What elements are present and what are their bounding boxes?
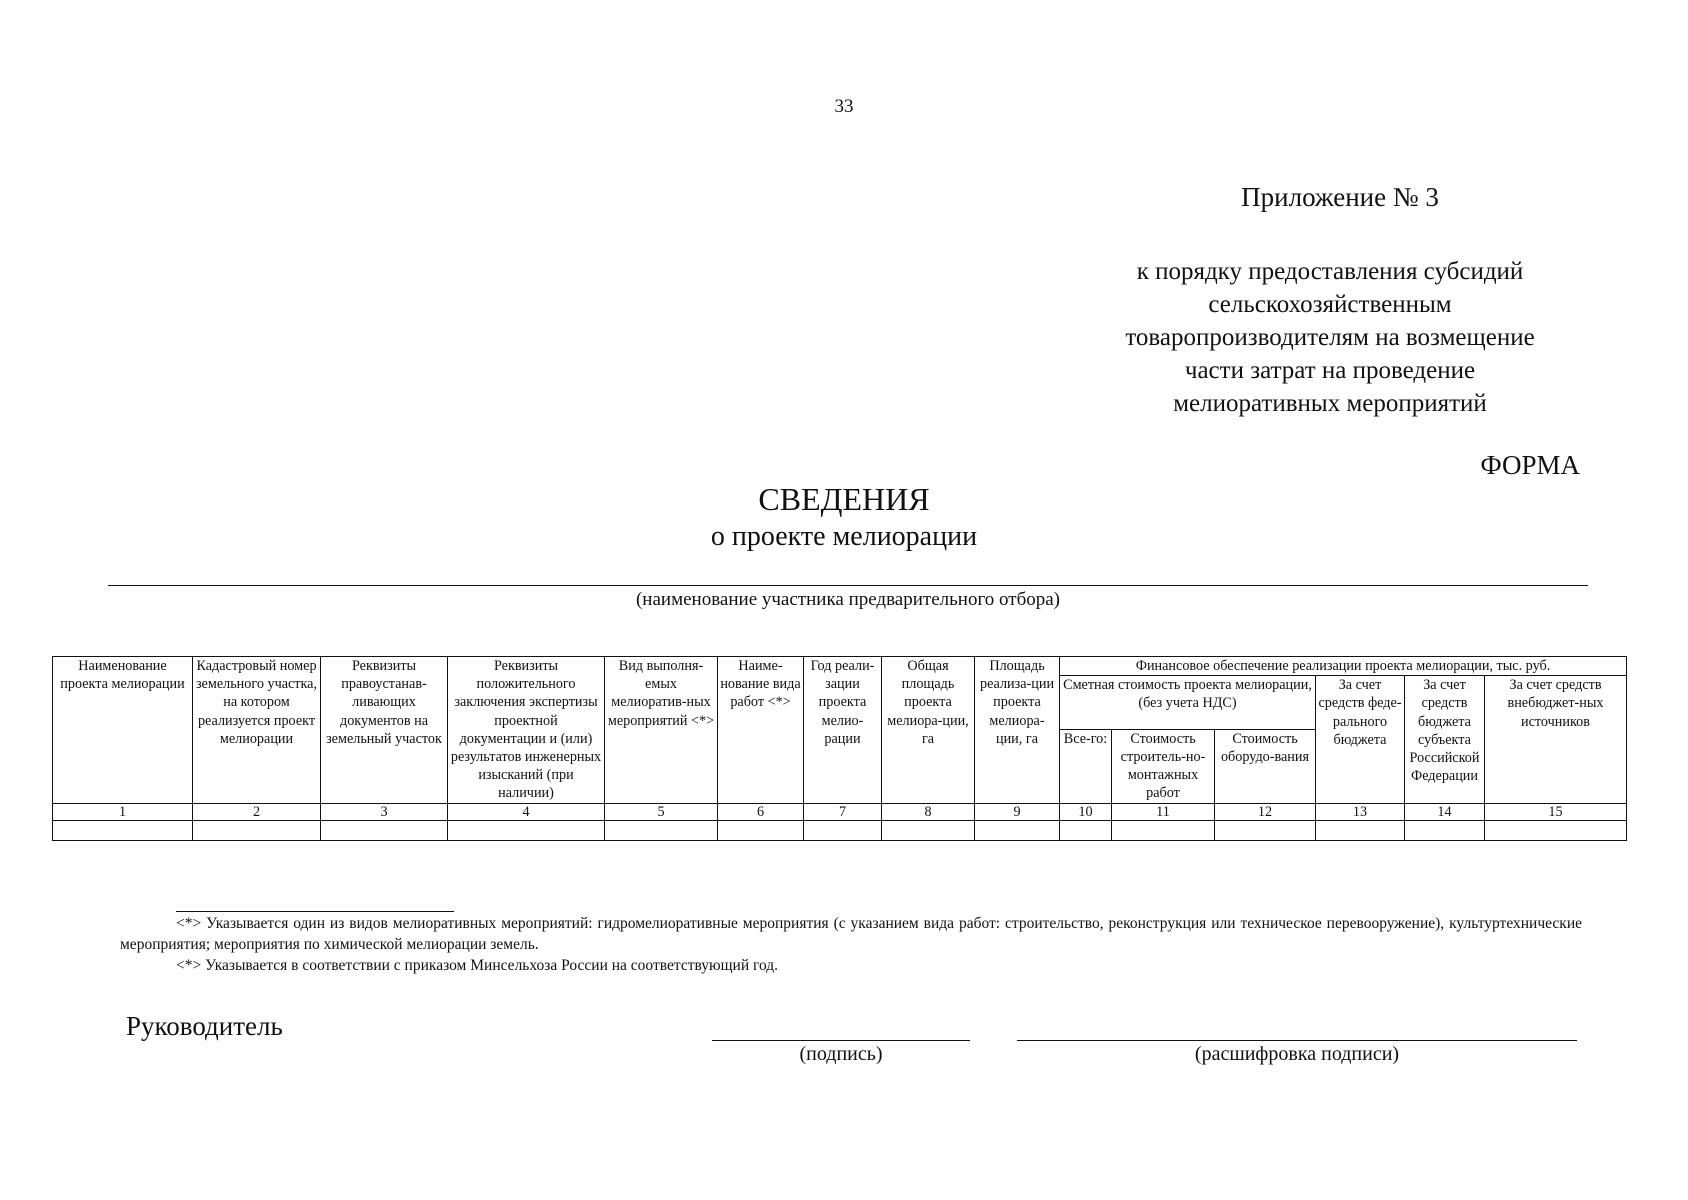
header-measure-type: Вид выполня-емых мелиоратив-ных мероприятий <*> [605,657,718,804]
table-cell[interactable] [448,820,605,840]
appendix-title: Приложение № 3 [1241,182,1439,212]
header-cadastral-number: Кадастровый номер земельного участка, на котором реализуется проект мелиорации [193,657,321,804]
table-cell[interactable] [605,820,718,840]
header-estimate-group: Сметная стоимость проекта мелиорации, (без учета НДС) [1060,676,1316,730]
participant-caption: (наименование участника предварительного отбора) [635,589,1061,610]
signer-title: Руководитель [126,1011,283,1041]
appendix-line: мелиоративных мероприятий [1173,390,1487,417]
appendix-line: к порядку предоставления субсидий [1136,258,1524,285]
column-number: 12 [1215,803,1316,820]
signature-decoding-line[interactable] [1017,1040,1577,1041]
column-number: 2 [193,803,321,820]
column-number: 4 [448,803,605,820]
appendix-line: сельскохозяйственным [1208,291,1452,318]
footnotes [120,913,1582,976]
participant-fill-line[interactable] [108,585,1588,586]
column-number: 15 [1485,803,1627,820]
header-total-area: Общая площадь проекта мелиора-ции, га [882,657,975,804]
table-header-row [53,657,1627,676]
footnote-2: <*> Указывается в соответствии с приказом Минсельхоза России на соответствующий год. [176,957,779,974]
signature-decoding-caption: (расшифровка подписи) [1194,1043,1400,1065]
header-finance-group: Финансовое обеспечение реализации проекта мелиорации, тыс. руб. [1060,657,1627,676]
column-number: 13 [1316,803,1405,820]
header-work-type: Наиме-нование вида работ <*> [718,657,804,804]
table-cell[interactable] [53,820,193,840]
form-label: ФОРМА [1480,450,1580,480]
footnote-1: <*> Указывается один из видов мелиоративных мероприятий: гидромелиоративные мероприятия (с указанием вида работ: строительство, реконструкция или техническое перевооружение), культуртехнические мероприятия; мероприятия по химической мелиорации земель. [120,915,1582,953]
column-number: 11 [1112,803,1215,820]
column-number: 5 [605,803,718,820]
header-construction-cost: Стоимость строитель-но-монтажных работ [1112,729,1215,803]
column-number-row [53,803,1627,820]
table-cell[interactable] [975,820,1060,840]
table-cell[interactable] [1405,820,1485,840]
header-project-name: Наименование проекта мелиорации [53,657,193,804]
header-year: Год реали-зации проекта мелио-рации [804,657,882,804]
header-implementation-area: Площадь реализа-ции проекта мелиора-ции, га [975,657,1060,804]
signature-caption: (подпись) [799,1043,883,1065]
header-federal-budget: За счет средств феде-рального бюджета [1316,676,1405,803]
column-number: 3 [321,803,448,820]
document-title: СВЕДЕНИЯ [758,481,930,517]
header-title-documents: Реквизиты правоустанав-ливающих документов на земельный участок [321,657,448,804]
table-cell[interactable] [882,820,975,840]
column-number: 14 [1405,803,1485,820]
column-number: 1 [53,803,193,820]
table-cell[interactable] [1215,820,1316,840]
header-equipment-cost: Стоимость оборудо-вания [1215,729,1316,803]
page-number: 33 [834,96,854,117]
footnote-divider [176,911,454,912]
table-row [53,820,1627,840]
header-expertise-details: Реквизиты положительного заключения экспертизы проектной документации и (или) результатов инженерных изысканий (при наличии) [448,657,605,804]
table-cell[interactable] [1112,820,1215,840]
column-number: 6 [718,803,804,820]
table-cell[interactable] [321,820,448,840]
header-extrabudgetary: За счет средств внебюджет-ных источников [1485,676,1627,803]
table-cell[interactable] [1485,820,1627,840]
appendix-line: части затрат на проведение [1184,357,1476,384]
table-cell[interactable] [804,820,882,840]
signature-line[interactable] [712,1040,970,1041]
column-number: 7 [804,803,882,820]
column-number: 8 [882,803,975,820]
table-cell[interactable] [718,820,804,840]
appendix-line: товаропроизводителям на возмещение [1125,324,1535,351]
project-info-table [52,656,1627,841]
column-number: 9 [975,803,1060,820]
header-total: Все-го: [1060,729,1112,803]
table-cell[interactable] [193,820,321,840]
document-subtitle: о проекте мелиорации [710,521,978,552]
appendix-text [1070,255,1590,420]
column-number: 10 [1060,803,1112,820]
header-regional-budget: За счет средств бюджета субъекта Российской Федерации [1405,676,1485,803]
table-cell[interactable] [1060,820,1112,840]
table-cell[interactable] [1316,820,1405,840]
